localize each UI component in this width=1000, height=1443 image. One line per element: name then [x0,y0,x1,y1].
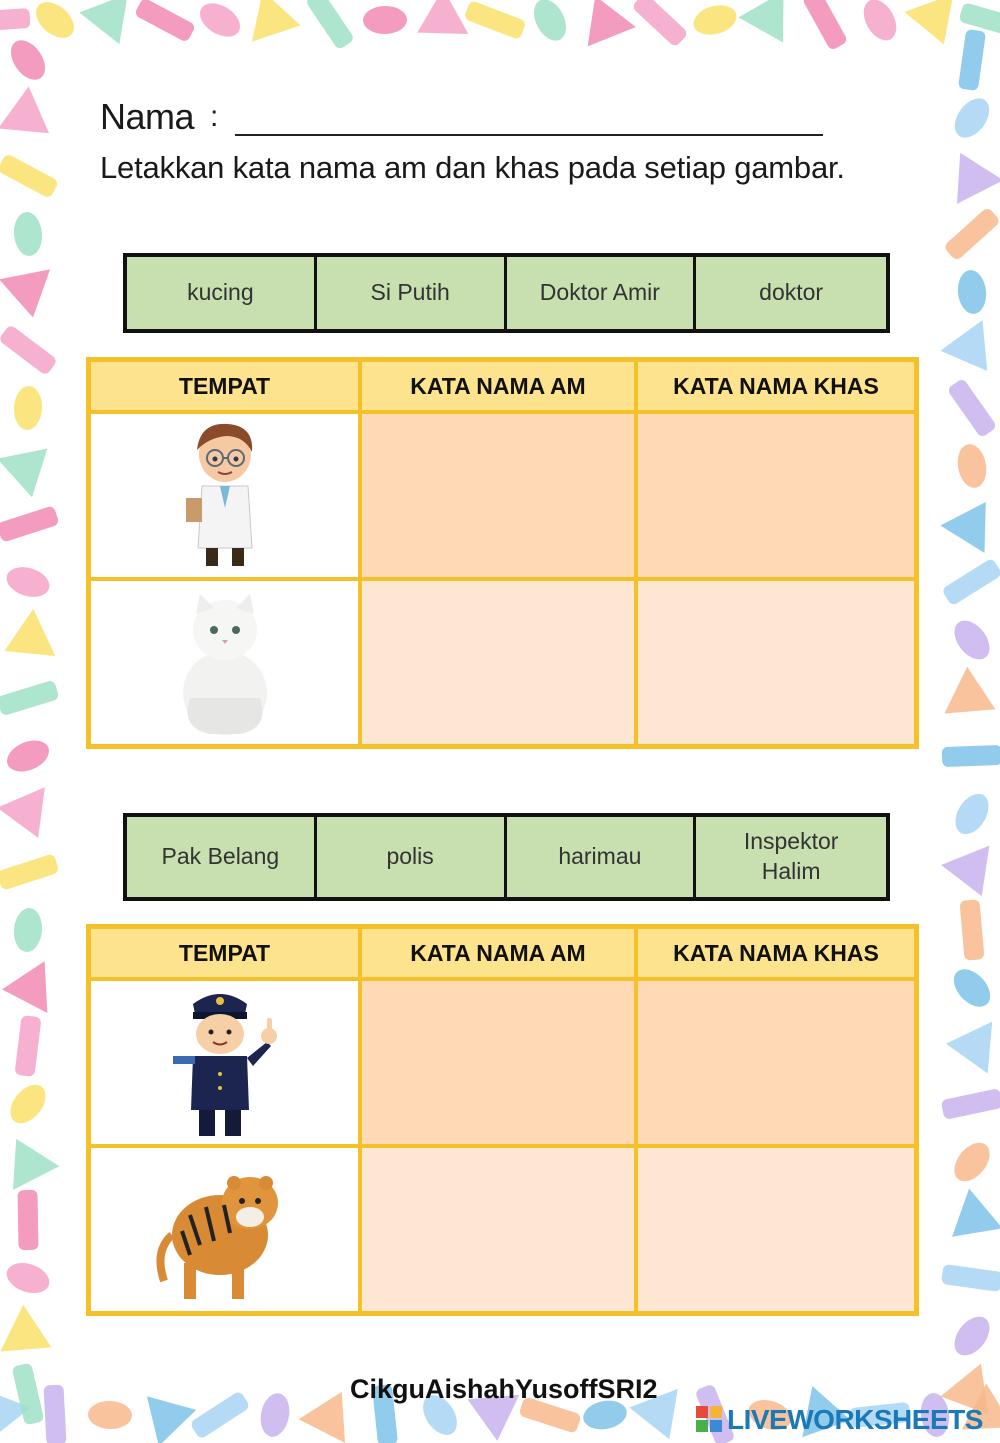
decoration-shape [363,6,407,35]
decoration-shape [940,320,1000,386]
instruction-text: Letakkan kata nama am dan khas pada setiap gambar. [100,150,845,185]
name-row [100,92,860,142]
word-card[interactable]: polis [317,817,507,897]
decoration-shape [947,962,997,1013]
decoration-shape [941,558,1000,607]
word-card[interactable]: kucing [127,257,317,329]
decoration-shape [571,0,636,46]
decoration-shape [3,562,53,602]
decoration-shape [4,34,52,86]
decoration-shape [252,0,306,51]
drop-zone-kata-nama-am[interactable] [362,981,638,1148]
decoration-shape [194,0,246,44]
column-header-kata-nama-am: KATA NAMA AM [362,929,638,981]
decoration-shape [947,378,998,439]
drop-zone-kata-nama-khas[interactable] [638,1148,914,1311]
picture-cell [91,1148,362,1311]
decoration-shape [0,853,60,891]
word-bank-2 [123,813,890,901]
decoration-shape [943,206,1000,261]
name-input-line[interactable] [235,134,823,136]
decoration-shape [0,1127,59,1190]
decoration-shape [942,745,1000,767]
decoration-shape [937,141,1000,204]
word-card[interactable]: Pak Belang [127,817,317,897]
decoration-shape [738,0,805,56]
name-label: Nama [100,96,195,137]
decoration-shape [947,1310,996,1362]
decoration-shape [802,0,849,51]
decoration-shape [956,269,988,316]
decoration-shape [0,505,60,543]
decoration-shape [690,0,740,39]
drop-zone-kata-nama-khas[interactable] [638,581,914,744]
word-card[interactable]: harimau [507,817,697,897]
column-header-tempat: TEMPAT [91,362,362,414]
decoration-shape [940,488,1000,553]
decoration-shape [12,907,44,953]
column-header-tempat: TEMPAT [91,929,362,981]
decoration-shape [941,846,1000,906]
decoration-shape [857,0,903,46]
decoration-shape [0,269,58,322]
drop-zone-kata-nama-am[interactable] [362,581,638,744]
decoration-shape [29,0,81,45]
author-credit: CikguAishahYusoffSRI2 [350,1374,658,1404]
decoration-shape [954,442,989,490]
decoration-shape [631,0,689,48]
decoration-shape [189,1390,250,1439]
drop-zone-kata-nama-am[interactable] [362,1148,638,1311]
decoration-shape [79,0,143,54]
decoration-shape [12,211,44,257]
decoration-shape [941,1264,1000,1292]
decoration-shape [3,1258,54,1299]
drop-zone-kata-nama-khas[interactable] [638,981,914,1148]
cat-icon [170,588,280,738]
decoration-shape [944,667,1000,733]
decoration-shape [17,1190,38,1250]
police-officer-icon [165,984,285,1142]
decoration-shape [257,1391,293,1440]
column-header-kata-nama-am: KATA NAMA AM [362,362,638,414]
tiger-icon [150,1155,300,1305]
decoration-shape [134,0,196,43]
decoration-shape [941,1088,1000,1120]
word-card[interactable]: Inspektor Halim [743,828,839,884]
picture-cell [91,581,362,744]
decoration-shape [0,324,58,376]
decoration-shape [43,1385,66,1443]
column-header-kata-nama-khas: KATA NAMA KHAS [638,929,914,981]
word-card[interactable]: Doktor Amir [507,257,697,329]
decoration-shape [0,153,59,199]
decoration-shape [958,29,986,91]
decoration-shape [0,1305,62,1371]
decoration-shape [944,1018,992,1074]
decoration-shape [904,0,968,53]
decoration-shape [405,0,469,55]
name-colon: : [210,100,219,133]
decoration-shape [0,680,60,717]
decoration-shape [2,735,53,778]
word-card[interactable]: doktor [759,279,824,306]
word-bank-1 [123,253,890,333]
drop-zone-kata-nama-khas[interactable] [638,414,914,581]
decoration-shape [935,1189,1000,1257]
liveworksheets-mark-icon [696,1406,724,1434]
doctor-icon [180,418,270,573]
decoration-shape [1,961,48,1015]
decoration-shape [0,8,31,32]
decoration-shape [305,0,355,50]
word-card[interactable]: Si Putih [317,257,507,329]
decoration-shape [0,787,62,848]
decoration-shape [463,0,526,40]
decoration-shape [948,92,997,144]
decoration-shape [3,1078,52,1130]
liveworksheets-logo [696,1404,983,1436]
picture-cell [91,981,362,1148]
decoration-shape [0,86,64,154]
answer-table-1 [86,357,919,749]
drop-zone-kata-nama-am[interactable] [362,414,638,581]
answer-table-2 [86,924,919,1316]
decoration-shape [947,1136,996,1188]
decoration-shape [528,0,573,46]
decoration-shape [128,1378,196,1443]
column-header-kata-nama-khas: KATA NAMA KHAS [638,362,914,414]
decoration-shape [949,788,996,840]
brand-text: LIVEWORKSHEETS [727,1404,983,1435]
decoration-shape [0,429,65,497]
picture-cell [91,414,362,581]
decoration-shape [14,1015,41,1077]
decoration-shape [0,609,55,675]
decoration-shape [959,899,984,961]
decoration-shape [947,614,996,666]
decoration-shape [13,385,43,430]
decoration-shape [88,1400,133,1430]
